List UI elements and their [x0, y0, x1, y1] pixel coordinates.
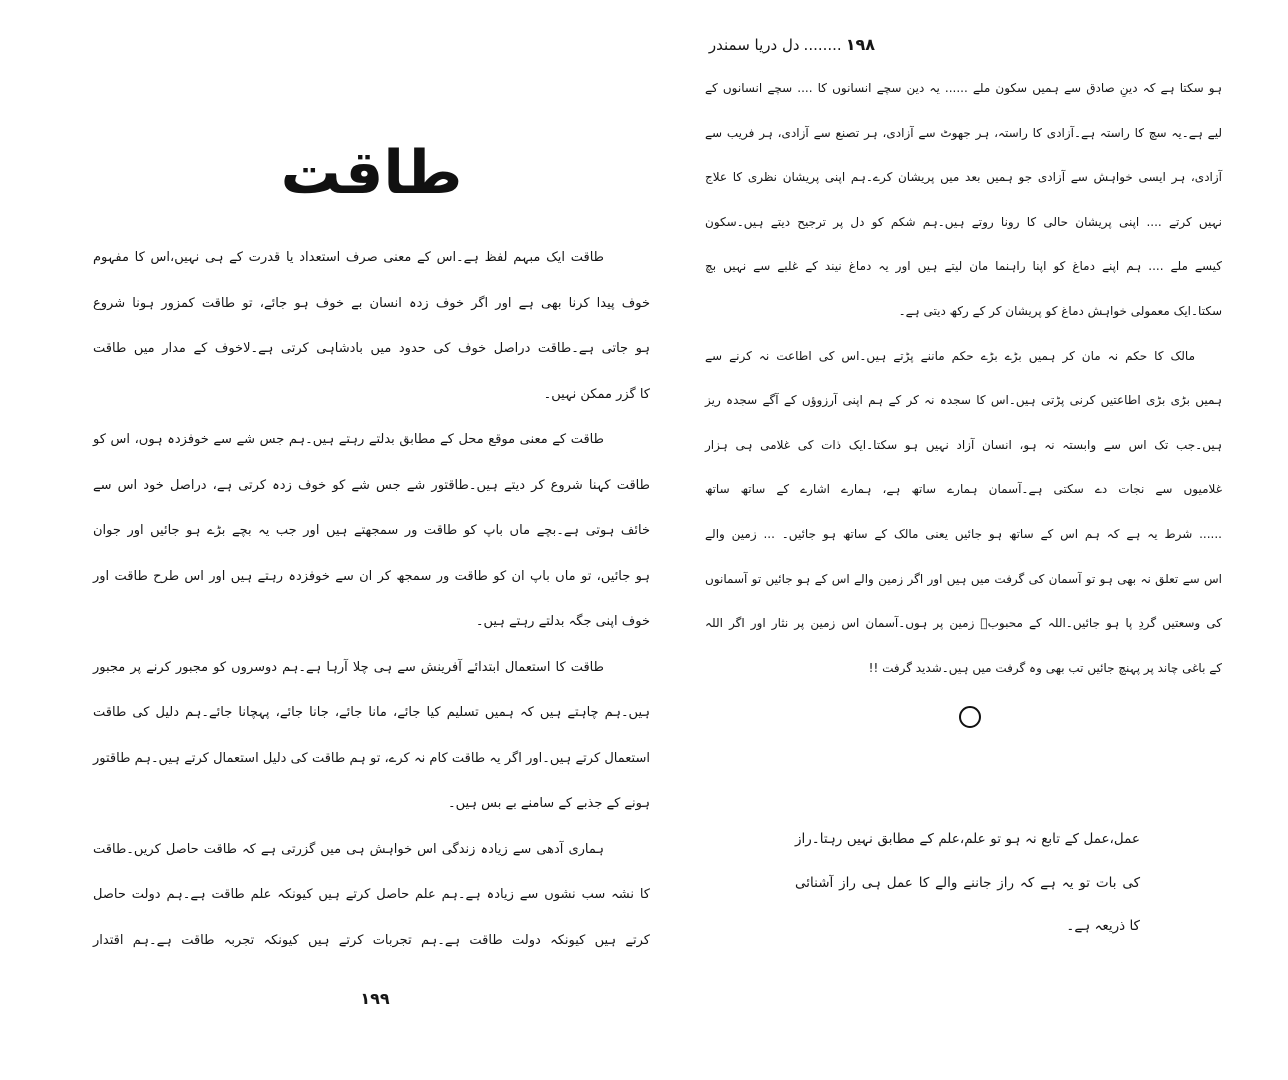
paragraph	[93, 417, 650, 645]
paragraph-line: استعمال کرتے ہیں۔اور اگر یہ طاقت کام نہ کرے، تو ہم طاقت کی دلیل استعمال کرتے ہیں۔ہم طاقتور	[93, 750, 650, 766]
running-header	[709, 32, 875, 58]
paragraph-line: طاقت ایک مبہم لفظ ہے۔اس کے معنی صرف استعداد یا قدرت کے ہی نہیں،اس کا مفہوم	[93, 250, 604, 265]
page-number: ۱۹۹	[360, 989, 390, 1008]
paragraph-line: ہیں۔ہم چاہتے ہیں کہ ہمیں تسلیم کیا جائے، مانا جائے، جانا جائے، پہچانا جائے۔ہم دلیل کی طاقت	[93, 705, 650, 720]
closing-quote	[795, 818, 1140, 949]
paragraph-line: خائف ہوتی ہے۔بچے ماں باپ کو طاقت ور سمجھتے ہیں اور جب یہ بچے بڑے ہو جائیں اور جوان	[93, 523, 650, 538]
paragraph-line: مالک کا حکم نہ مان کر ہمیں بڑے بڑے حکم ماننے پڑتے ہیں۔اس کی اطاعت نہ کرنے سے	[705, 348, 1195, 363]
paragraph-line: خوف اپنی جگہ بدلتے رہتے ہیں۔	[475, 614, 650, 629]
paragraph-line: آزادی، ہر ایسی خواہش سے آزادی جو ہمیں بعد میں پریشان کرے۔ہم اپنی پریشان نظری کا علاج	[705, 170, 1222, 185]
paragraph-line: نہیں کرتے .... اپنی پریشان حالی کا رونا روتے ہیں۔ہم شکم کو دل پر ترجیح دیتے ہیں۔سکون	[705, 214, 1222, 229]
paragraph-line: ...... شرط یہ ہے کہ ہم اس کے ساتھ ہو جائیں یعنی مالک کے ساتھ ہو جائیں۔ ... زمین والے	[705, 526, 1222, 541]
paragraph-line: ہو جاتی ہے۔طاقت دراصل خوف کی حدود میں بادشاہی کرتی ہے۔لاخوف کے مدار میں طاقت	[93, 341, 650, 356]
paragraph-line: کیسے ملے .... ہم اپنے دماغ کو اپنا راہنما مان لیتے ہیں اور یہ دماغ نیند کے غلبے سے نہیں بچ	[705, 259, 1222, 274]
paragraph-line: غلامیوں سے نجات دے سکتی ہے۔آسمان ہمارے ساتھ ہے، ہمارے اشارے کے ساتھ ساتھ	[705, 482, 1222, 497]
left-page-body	[93, 235, 650, 963]
paragraph-line: خوف پیدا کرنا بھی ہے اور اگر خوف زدہ انسان بے خوف ہو جائے، تو طاقت کمزور ہونا شروع	[93, 295, 650, 311]
paragraph-line: ہو جائیں، تو ماں باپ ان کو طاقت ور سمجھ کر ان سے خوفزدہ رہتے ہیں اور اس طرح طاقت اور	[93, 568, 650, 584]
paragraph-line: کا گزر ممکن نہیں۔	[543, 386, 650, 402]
paragraph-line: طاقت کا استعمال ابتدائے آفرینش سے ہی چلا آرہا ہے۔ہم دوسروں کو مجبور کرنے پر مجبور	[93, 659, 604, 675]
paragraph-line: کرتے ہیں کیونکہ دولت طاقت ہے۔ہم تجربات کرتے ہیں کیونکہ تجربہ طاقت ہے۔ہم اقتدار	[93, 932, 650, 948]
paragraph-line: کی وسعتیں گردِ پا ہو جائیں۔اللہ کے محبوبؐ زمین پر ہوں۔آسمان اس زمین پر نثار اور اگر اللہ	[705, 616, 1222, 631]
paragraph-line: طاقت کے معنی موقع محل کے مطابق بدلتے رہتے ہیں۔ہم جس شے سے خوفزدہ ہوں، اس کو	[93, 432, 604, 447]
paragraph-line: ہو سکتا ہے کہ دینِ صادق سے ہمیں سکون ملے ...... یہ دین سچے انسانوں کا .... سچے انسانوں کے	[705, 81, 1222, 95]
paragraph-line: ہونے کے جذبے کے سامنے بے بس ہیں۔	[447, 796, 650, 811]
paragraph-line: لیے ہے۔یہ سچ کا راستہ ہے۔آزادی کا راستہ، ہر جھوٹ سے آزادی، ہر تصنع سے آزادی، ہر فریب سے	[705, 125, 1222, 140]
header-page-number: ۱۹۸	[845, 35, 875, 54]
paragraph-line: ہماری آدھی سے زیادہ زندگی اس خواہش ہی میں گزرتی ہے کہ طاقت حاصل کریں۔طاقت	[93, 841, 604, 857]
paragraph-line: طاقت کہنا شروع کر دیتے ہیں۔طاقتور شے جس شے کو خوف زدہ کرتی ہے، دراصل خود اس سے	[93, 477, 650, 493]
paragraph	[93, 827, 650, 964]
paragraph	[93, 645, 650, 827]
paragraph	[705, 66, 1222, 334]
paragraph-line: اس سے تعلق نہ بھی ہو تو آسمان کی گرفت میں ہیں اور اگر زمین والے اس کے ہو جائیں تو آسمانوں	[705, 571, 1222, 586]
paragraph-line: کے باغی چاند پر پہنچ جائیں تب بھی وہ گرفت میں ہیں۔شدید گرفت !!	[868, 660, 1222, 675]
quote-line: کی بات تو یہ ہے کہ راز جاننے والے کا عمل ہی راز آشنائی	[795, 874, 1140, 891]
chapter-title: طاقت	[280, 138, 463, 208]
header-book-title: دل دریا سمندر	[708, 36, 800, 54]
paragraph-line: ہمیں بڑی بڑی اطاعتیں کرنی پڑتی ہیں۔اس کا سجدہ نہ کر کے ہم اپنی آرزوؤں کے آگے سجدہ ریز	[705, 393, 1222, 408]
paragraph-line: ہیں۔جب تک اس سے وابستہ نہ ہو، انسان آزاد نہیں ہو سکتا۔ایک ذات کی غلامی ہی ہزار	[705, 437, 1222, 452]
paragraph-line: کا نشہ سب نشوں سے زیادہ ہے۔ہم علم حاصل کرتے ہیں کیونکہ علم طاقت ہے۔ہم دولت حاصل	[93, 887, 650, 902]
header-leader-dots: ........	[803, 36, 842, 54]
section-end-circle-icon	[959, 706, 981, 728]
quote-line: کا ذریعہ ہے۔	[1066, 918, 1140, 934]
paragraph	[93, 235, 650, 417]
quote-line: عمل،عمل کے تابع نہ ہو تو علم،علم کے مطابق نہیں رہتا۔راز	[795, 831, 1140, 847]
paragraph	[705, 334, 1222, 691]
paragraph-line: سکتا۔ایک معمولی خواہش دماغ کو پریشان کر کے رکھ دیتی ہے۔	[898, 303, 1222, 318]
right-page-body	[705, 66, 1222, 690]
